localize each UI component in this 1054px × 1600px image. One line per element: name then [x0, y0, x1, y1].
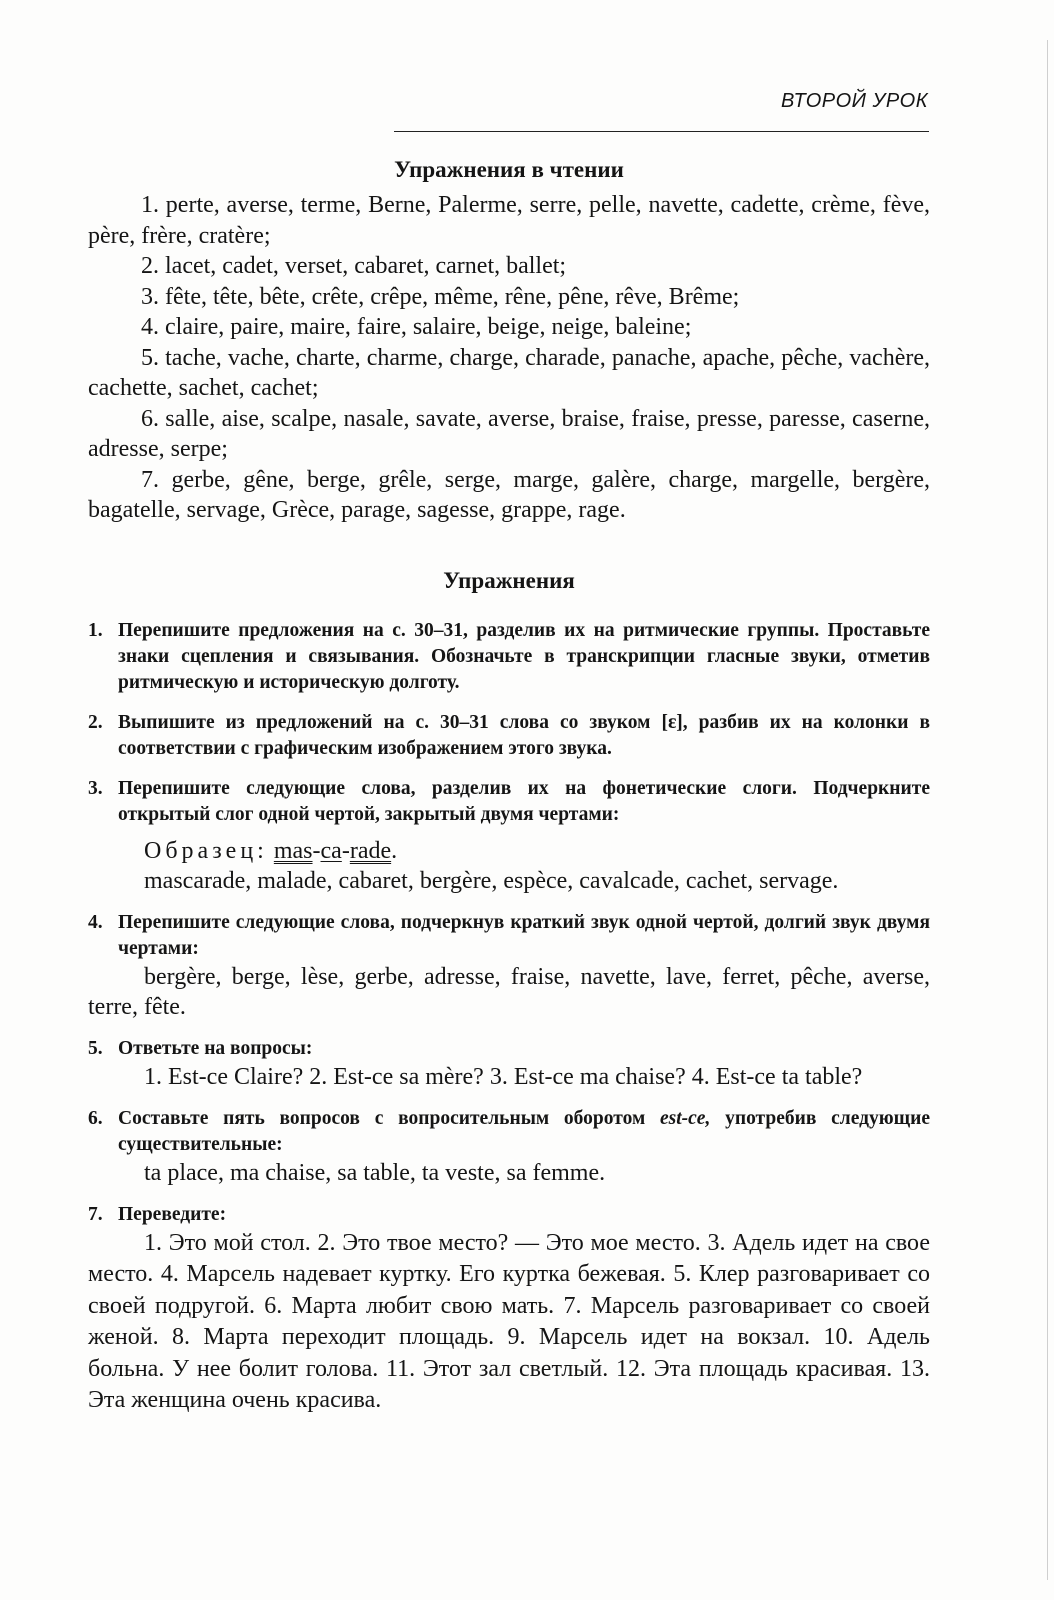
exercise-6-instruction: [88, 1106, 930, 1158]
reading-item-7: 7. gerbe, gêne, berge, grêle, serge, marge, galère, charge, margelle, bergère, bagatelle, servage, Grèce, parage, sagesse, grappe, rage.: [88, 466, 930, 523]
reading-item-2: 2. lacet, cadet, verset, cabaret, carnet, ballet;: [141, 253, 567, 279]
exercise-7-number: 7.: [88, 1203, 103, 1225]
exercise-3-text: Перепишите следующие слова, разделив их на фонетические слоги. Подчеркните открытый слог одной чертой, закрытый двумя чертами:: [118, 777, 930, 825]
sample-label: Образец:: [144, 837, 268, 864]
reading-item-5: 5. tache, vache, charte, charme, charge, charade, panache, apache, pêche, vachère, cachette, sachet, cachet;: [88, 344, 930, 401]
exercise-2-instruction: [88, 710, 930, 762]
exercise-3-sample: [88, 836, 930, 866]
exercise-7: [88, 1202, 930, 1417]
sample-syllable-closed: mas: [273, 837, 313, 864]
sample-syllable-open: ca: [320, 837, 342, 864]
exercise-7-text: Переведите:: [118, 1203, 227, 1225]
exercises-section-title: Упражнения: [443, 567, 575, 593]
exercise-6: [88, 1106, 930, 1188]
exercise-1-text: Перепишите предложения на с. 30–31, разделив их на ритмические группы. Проставьте знаки сцепления и связывания. Обозначьте в транскрипции гласные звуки, отметив ритмическую и историческую долготу.: [118, 619, 930, 693]
exercise-5: [88, 1036, 930, 1092]
reading-item-6: 6. salle, aise, scalpe, nasale, savate, averse, braise, fraise, presse, paresse, caserne, adresse, serpe;: [88, 405, 930, 462]
exercise-6-number: 6.: [88, 1107, 103, 1129]
exercise-5-instruction: [88, 1036, 930, 1062]
sample-period: .: [391, 837, 398, 864]
exercise-6-term: est-ce,: [660, 1107, 711, 1129]
exercise-7-instruction: [88, 1202, 930, 1228]
reading-list: [88, 190, 930, 526]
exercise-6-text-before: Составьте пять вопросов с вопросительным оборотом: [118, 1107, 660, 1129]
exercise-2-text: Выпишите из предложений на с. 30–31 слова со звуком [ɛ], разбив их на колонки в соответствии с графическим изображением этого звука.: [118, 711, 930, 759]
page-edge-line: [1047, 40, 1048, 1580]
reading-item-1: 1. perte, averse, terme, Berne, Palerme, serre, pelle, navette, cadette, crème, fève, père, frère, cratère;: [88, 192, 930, 249]
exercise-4: [88, 910, 930, 1022]
sample-hyphen: -: [341, 837, 350, 864]
exercise-1: [88, 618, 930, 696]
sample-syllable-closed: rade: [349, 837, 392, 864]
exercise-4-words: bergère, berge, lèse, gerbe, adresse, fraise, navette, lave, ferret, pêche, averse, terre, fête.: [88, 963, 930, 1020]
exercise-7-translation-text: 1. Это мой стол. 2. Это твое место? — Это мое место. 3. Адель идет на свое место. 4. Марсель надевает куртку. Его куртка бежевая. 5. Клер разговаривает со своей подругой. 6. Марта любит свою мать. 7. Марсель разговаривает со своей женой. 8. Марта переходит площадь. 9. Марсель идет на вокзал. 10. Адель больна. У нее болит голова. 11. Этот зал светлый. 12. Эта площадь красивая. 13. Эта женщина очень красива.: [88, 1229, 930, 1413]
exercise-2-number: 2.: [88, 711, 103, 733]
exercise-2: [88, 710, 930, 762]
exercise-4-text: Перепишите следующие слова, подчеркнув краткий звук одной чертой, долгий звук двумя чертами:: [118, 911, 930, 959]
exercise-3-number: 3.: [88, 777, 103, 799]
header-rule: [394, 131, 929, 132]
exercise-5-questions: 1. Est-ce Claire? 2. Est-ce sa mère? 3. Est-ce ma chaise? 4. Est-ce ta table?: [144, 1063, 863, 1090]
exercise-3-instruction: [88, 776, 930, 828]
reading-item-4: 4. claire, paire, maire, faire, salaire, beige, neige, baleine;: [141, 314, 692, 340]
exercise-4-instruction: [88, 910, 930, 962]
exercise-5-text: Ответьте на вопросы:: [118, 1037, 313, 1059]
running-header: ВТОРОЙ УРОК: [780, 90, 928, 112]
exercise-1-number: 1.: [88, 619, 103, 641]
exercise-4-number: 4.: [88, 911, 103, 933]
exercise-6-nouns: ta place, ma chaise, sa table, ta veste, sa femme.: [144, 1159, 606, 1186]
exercise-3-words: mascarade, malade, cabaret, bergère, espèce, cavalcade, cachet, servage.: [144, 867, 839, 894]
exercise-3: [88, 776, 930, 896]
page-content: [88, 157, 930, 1431]
reading-section-title: Упражнения в чтении: [394, 157, 624, 182]
exercise-1-instruction: [88, 618, 930, 696]
sample-hyphen: -: [312, 837, 321, 864]
reading-item-3: 3. fête, tête, bête, crête, crêpe, même, rêne, pêne, rêve, Brême;: [141, 283, 740, 310]
exercise-6-text-after: употребив следующие существительные:: [118, 1107, 930, 1155]
exercise-5-number: 5.: [88, 1037, 103, 1059]
